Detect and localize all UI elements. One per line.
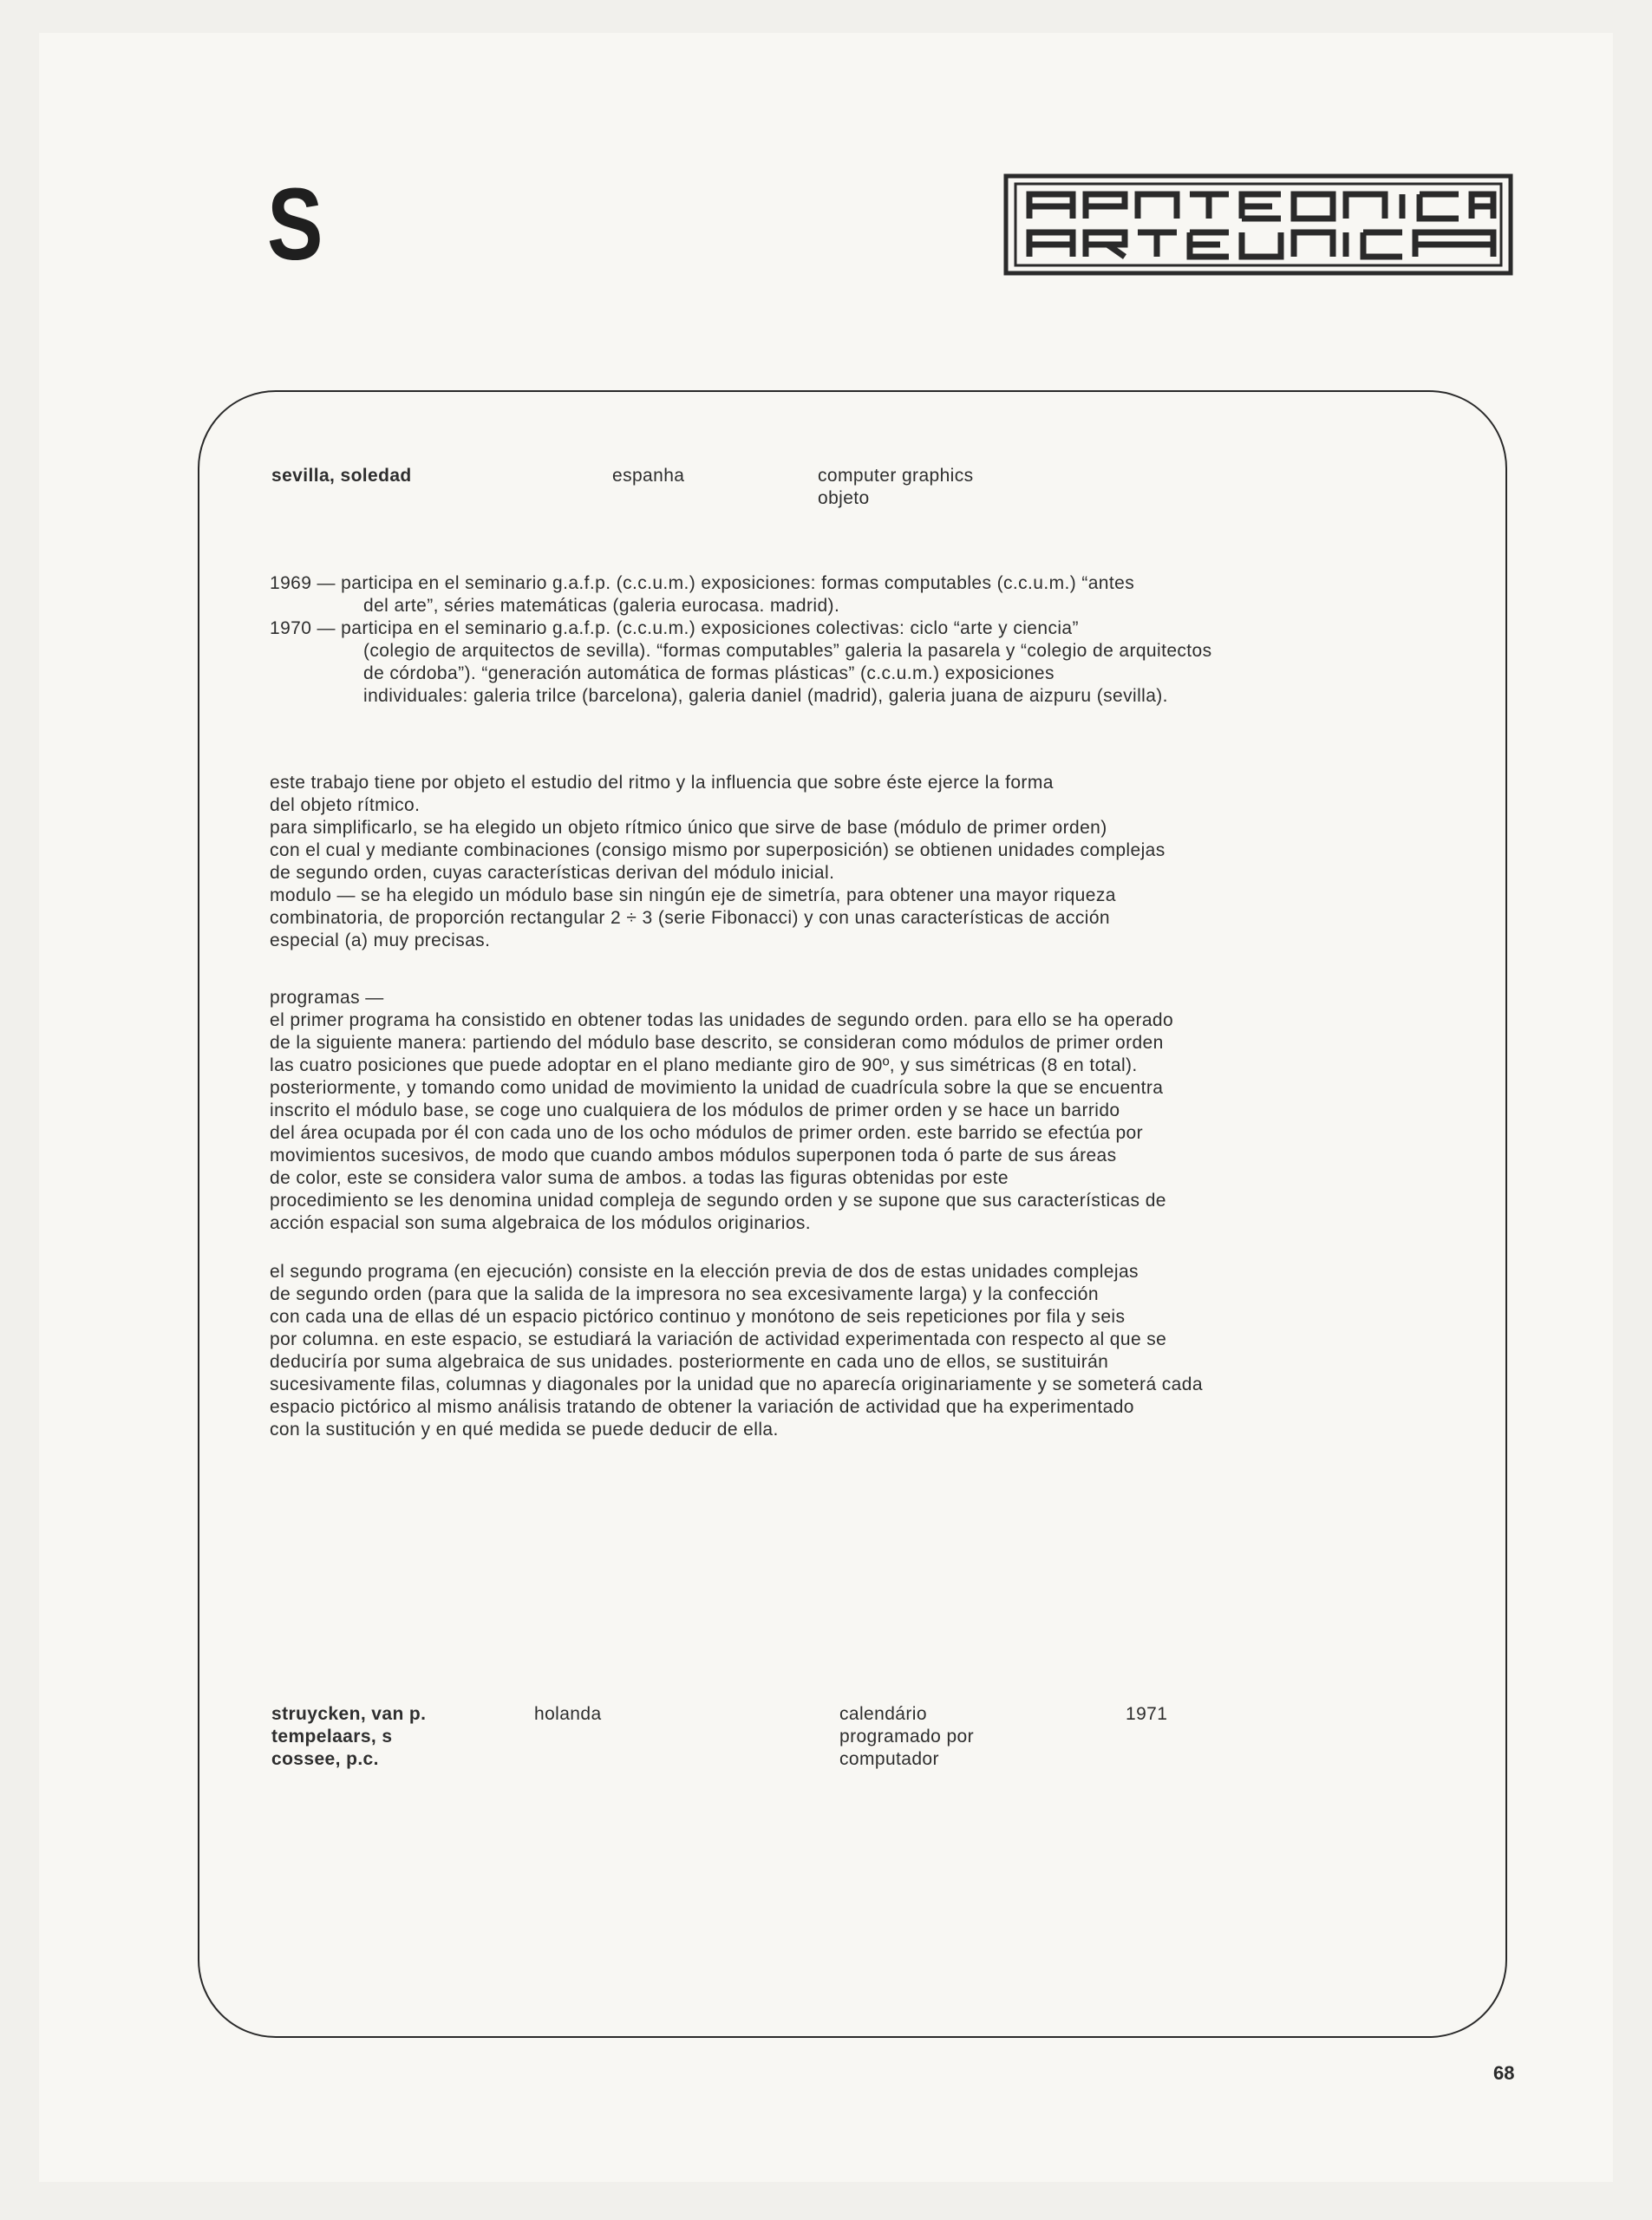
programs-line: posteriormente, y tomando como unidad de movimiento la unidad de cuadrícula sobre la que se encuentra [270,1078,1164,1098]
section-letter: S [267,167,323,282]
programs-line: del área ocupada por él con cada uno de los ocho módulos de primer orden. este barrido se efectúa por [270,1123,1144,1143]
programs-line: movimientos sucesivos, de modo que cuando ambos módulos superponen toda ó parte de sus áreas [270,1146,1117,1166]
second-program-line: con cada una de ellas dé un espacio pictórico continuo y monótono de seis repeticiones por fila y seis [270,1307,1126,1327]
second-program-line: espacio pictórico al mismo análisis tratando de obtener la variación de actividad que ha experimentado [270,1397,1134,1417]
second-program-line: sucesivamente filas, columnas y diagonales por la unidad que no aparecía originariamente y se someterá cada [270,1374,1203,1394]
second-program [270,1261,1203,1441]
programs-line: de la siguiente manera: partiendo del módulo base descrito, se consideran como módulos de primer orden [270,1033,1164,1053]
second-program-line: de segundo orden (para que la salida de la impresora no sea excesivamente larga) y la confección [270,1284,1099,1304]
artist-name-2: tempelaars, s [271,1727,393,1747]
programs-line: programas — [270,988,384,1008]
artwork-category-sub: objeto [818,488,870,508]
artist-name: sevilla, soledad [271,466,412,486]
artwork-category-2: programado por [839,1727,975,1747]
page-number: 68 [1493,2062,1515,2084]
artenica-logo [1003,173,1513,276]
description-line: combinatoria, de proporción rectangular 2 ÷ 3 (serie Fibonacci) y con unas características de acción [270,908,1110,928]
description-line: modulo — se ha elegido un módulo base sin ningún eje de simetría, para obtener una mayor riqueza [270,885,1116,905]
artwork-category: computer graphics [818,466,974,486]
biography-line: de córdoba”). “generación automática de formas plásticas” (c.c.u.m.) exposiciones [363,663,1055,683]
artist-name-2: cossee, p.c. [271,1749,379,1769]
second-program-line: deduciría por suma algebraica de sus unidades. posteriormente en cada uno de ellos, se sustituirán [270,1352,1109,1372]
biography-line: del arte”, séries matemáticas (galeria eurocasa. madrid). [363,596,840,616]
description [270,772,1166,952]
artwork-category-2: computador [839,1749,939,1769]
programs [270,987,1173,1235]
programs-line: inscrito el módulo base, se coge uno cualquiera de los módulos de primer orden y se hace un barrido [270,1100,1120,1120]
programs-line: acción espacial son suma algebraica de los módulos originarios. [270,1213,812,1233]
description-line: especial (a) muy precisas. [270,930,491,950]
biography-line: 1970 — participa en el seminario g.a.f.p. (c.c.u.m.) exposiciones colectivas: ciclo “arte y ciencia” [270,618,1079,638]
description-line: este trabajo tiene por objeto el estudio del ritmo y la influencia que sobre éste ejerce la forma [270,773,1054,793]
description-line: de segundo orden, cuyas características derivan del módulo inicial. [270,863,835,883]
description-line: con el cual y mediante combinaciones (consigo mismo por superposición) se obtienen unidades complejas [270,840,1166,860]
second-program-line: con la sustitución y en qué medida se puede deducir de ella. [270,1420,779,1440]
artist-country-2: holanda [534,1704,602,1724]
second-program-line: el segundo programa (en ejecución) consiste en la elección previa de dos de estas unidades complejas [270,1262,1139,1282]
description-line: para simplificarlo, se ha elegido un objeto rítmico único que sirve de base (módulo de primer orden) [270,818,1107,838]
biography [270,572,1212,708]
artwork-year: 1971 [1126,1704,1168,1724]
artwork-category-2: calendário [839,1704,927,1724]
biography-line: (colegio de arquitectos de sevilla). “formas computables” galeria la pasarela y “colegio de arquitectos [363,641,1212,661]
programs-line: procedimiento se les denomina unidad compleja de segundo orden y se supone que sus características de [270,1191,1166,1211]
description-line: del objeto rítmico. [270,795,421,815]
programs-line: el primer programa ha consistido en obtener todas las unidades de segundo orden. para ello se ha operado [270,1010,1174,1030]
biography-line: individuales: galeria trilce (barcelona), galeria daniel (madrid), galeria juana de aizpuru (sevilla). [363,686,1168,706]
programs-line: de color, este se considera valor suma de ambos. a todas las figuras obtenidas por este [270,1168,1009,1188]
programs-line: las cuatro posiciones que puede adoptar en el plano mediante giro de 90º, y sus simétricas (8 en total). [270,1055,1138,1075]
biography-line: 1969 — participa en el seminario g.a.f.p. (c.c.u.m.) exposiciones: formas computables (c.c.u.m.) “antes [270,573,1135,593]
artist-country: espanha [612,466,685,486]
second-program-line: por columna. en este espacio, se estudiará la variación de actividad experimentada con respecto al que se [270,1329,1167,1349]
artist-name-2: struycken, van p. [271,1704,427,1724]
